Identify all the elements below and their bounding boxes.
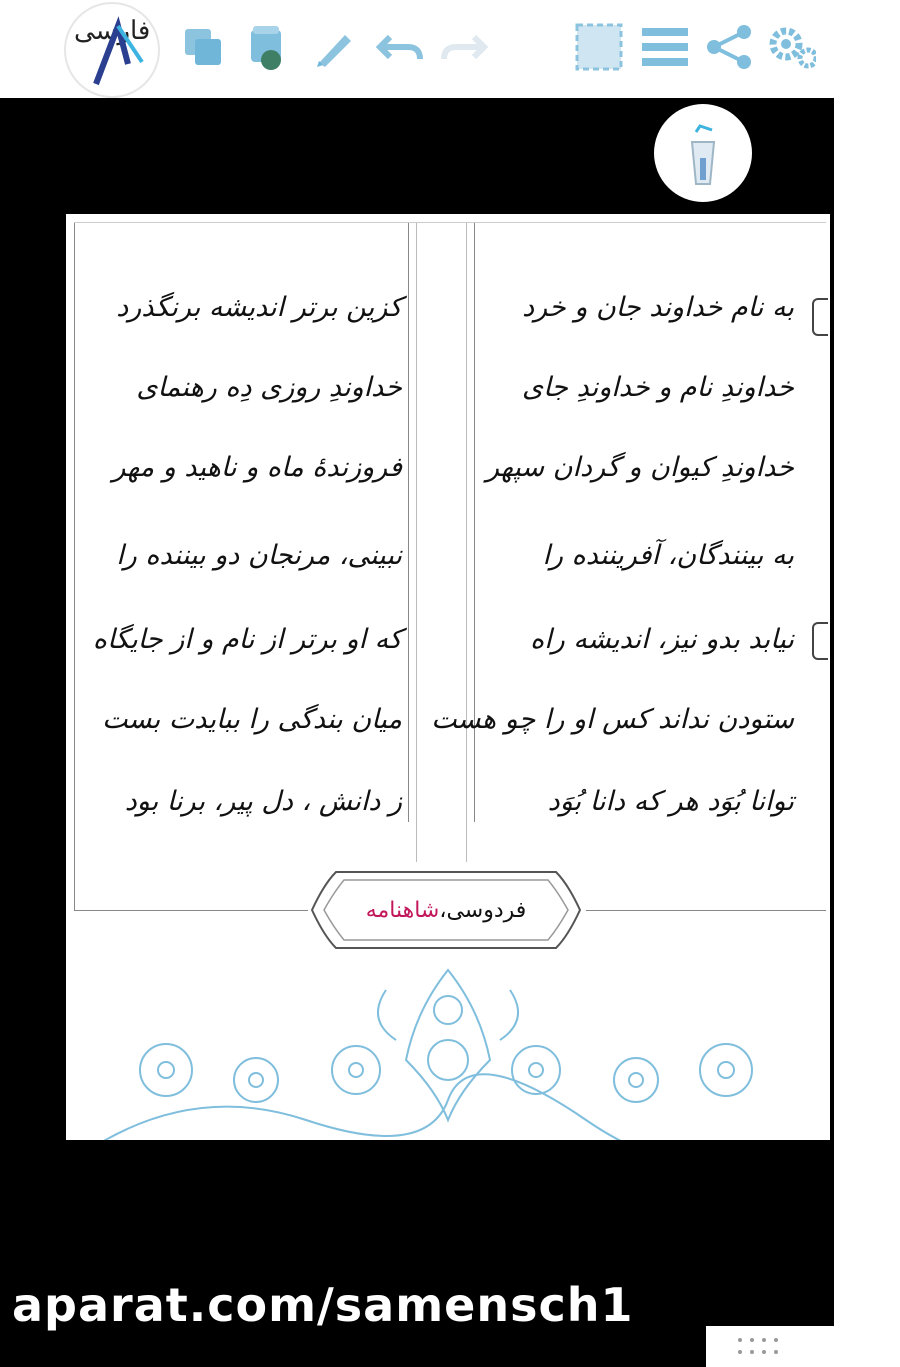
floating-action-button[interactable] [654,104,752,202]
bookmark-tab[interactable] [812,622,828,660]
undo-icon[interactable] [376,22,426,72]
logo-mark-icon [66,4,158,96]
verse-right-6: ستودن نداند کس او را چو هست [431,704,794,735]
attribution-cartouche [306,864,586,956]
redo-icon[interactable] [438,22,488,72]
verse-right-2: خداوندِ نام و خداوندِ جای [521,372,794,403]
app-logo[interactable] [66,4,158,96]
verse-right-3: خداوندِ کیوان و گردان سپهر [486,452,794,483]
corner-handle[interactable] [706,1326,834,1367]
settings-icon[interactable] [766,22,816,72]
logo-text: فارسی [74,16,151,46]
verse-right-7: توانا بُوَد هر که دانا بُوَد [547,786,794,817]
select-icon[interactable] [574,22,624,72]
author-name: فردوسی، [439,897,527,923]
verse-right-4: به بینندگان، آفریننده را [542,540,794,571]
paint-bucket-icon[interactable] [242,22,292,72]
verse-left-5: که او برتر از نام و از جایگاه [92,624,402,655]
verse-right-5: نیابد بدو نیز، اندیشه راه [530,624,794,655]
verse-left-2: خداوندِ روزی دِه رهنمای [136,372,402,403]
floral-ornament-icon [66,950,830,1140]
copy-icon[interactable] [178,22,228,72]
book-page [66,214,830,1140]
work-title: شاهنامه [365,897,440,923]
menu-icon[interactable] [640,22,690,72]
attribution-text [306,864,586,956]
grip-icon [734,1334,784,1364]
right-edge [834,0,900,1367]
bookmark-tab[interactable] [812,298,828,336]
verse-left-7: ز دانش ، دل پیر، برنا بود [124,786,402,817]
verse-left-1: کزین برتر اندیشه برنگذرد [116,292,402,323]
pen-cup-icon [678,118,728,188]
verse-left-3: فروزندۀ ماه و ناهید و مهر [112,452,402,483]
share-icon[interactable] [704,22,754,72]
toolbar [0,0,834,98]
verse-right-1: به نام خداوند جان و خرد [522,292,794,323]
pen-icon[interactable] [308,22,358,72]
verse-left-6: میان بندگی را ببایدت بست [102,704,402,735]
verse-left-4: نبینی، مرنجان دو بیننده را [116,540,402,571]
watermark: aparat.com/samensch1 [12,1278,634,1332]
